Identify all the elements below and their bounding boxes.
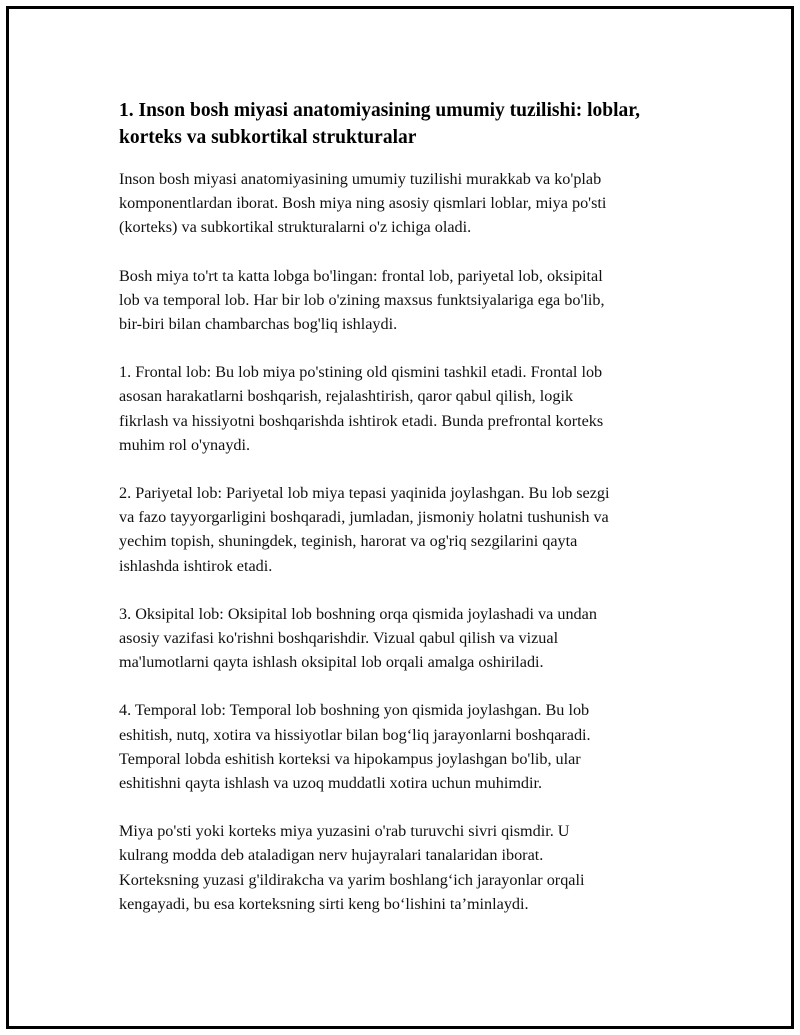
paragraph-parietal-lobe: [119, 481, 689, 578]
page-border: [6, 6, 794, 1029]
text-line: kengayadi, bu esa korteksning sirti keng bo‘lishini ta’minlaydi.: [119, 894, 529, 913]
text-line: va fazo tayyorgarligini boshqaradi, jumladan, jismoniy holatni tushunish va: [119, 508, 609, 527]
text-line: 1. Frontal lob: Bu lob miya po'stining old qismini tashkil etadi. Frontal lob: [119, 363, 603, 382]
text-line: 4. Temporal lob: Temporal lob boshning yon qismida joylashgan. Bu lob: [119, 701, 590, 720]
paragraph-intro: [119, 167, 689, 240]
text-line: Bosh miya to'rt ta katta lobga bo'lingan: frontal lob, pariyetal lob, oksipital: [119, 266, 603, 285]
text-line: (korteks) va subkortikal strukturalarni o'z ichiga oladi.: [119, 218, 472, 237]
title-line: korteks va subkortikal strukturalar: [119, 127, 417, 148]
document-body: [119, 97, 689, 940]
text-line: lob va temporal lob. Har bir lob o'zining maxsus funktsiyalariga ega bo'lib,: [119, 290, 605, 309]
text-line: 2. Pariyetal lob: Pariyetal lob miya tepasi yaqinida joylashgan. Bu lob sezgi: [119, 484, 610, 503]
paragraph-frontal-lobe: [119, 360, 689, 457]
paragraph-occipital-lobe: [119, 602, 689, 675]
paragraph-temporal-lobe: [119, 698, 689, 795]
paragraph-cortex: [119, 819, 689, 916]
text-line: komponentlardan iborat. Bosh miya ning asosiy qismlari loblar, miya po'sti: [119, 194, 607, 213]
text-line: muhim rol o'ynaydi.: [119, 435, 251, 454]
text-line: eshitishni qayta ishlash va uzoq muddatli xotira uchun muhimdir.: [119, 774, 543, 793]
text-line: ma'lumotlarni qayta ishlash oksipital lob orqali amalga oshiriladi.: [119, 653, 544, 672]
text-line: kulrang modda deb ataladigan nerv hujayralari tanalaridan iborat.: [119, 846, 544, 865]
text-line: Miya po'sti yoki korteks miya yuzasini o'rab turuvchi sivri qismdir. U: [119, 822, 570, 841]
text-line: bir-biri bilan chambarchas bog'liq ishlaydi.: [119, 315, 398, 334]
text-line: asosiy vazifasi ko'rishni boshqarishdir. Vizual qabul qilish va vizual: [119, 629, 559, 648]
text-line: Temporal lobda eshitish korteksi va hipokampus joylashgan bo'lib, ular: [119, 749, 581, 768]
text-line: fikrlash va hissiyotni boshqarishda ishtirok etadi. Bunda prefrontal korteks: [119, 411, 604, 430]
text-line: Korteksning yuzasi g'ildirakcha va yarim boshlang‘ich jarayonlar orqali: [119, 870, 585, 889]
text-line: yechim topish, shuningdek, teginish, harorat va og'riq sezgilarini qayta: [119, 532, 578, 551]
text-line: eshitish, nutq, xotira va hissiyotlar bilan bog‘liq jarayonlarni boshqaradi.: [119, 725, 591, 744]
text-line: ishlashda ishtirok etadi.: [119, 556, 273, 575]
title-line: 1. Inson bosh miyasi anatomiyasining umumiy tuzilishi: loblar,: [119, 100, 641, 121]
paragraph-lobes-overview: [119, 264, 689, 337]
text-line: Inson bosh miyasi anatomiyasining umumiy tuzilishi murakkab va ko'plab: [119, 170, 602, 188]
text-line: 3. Oksipital lob: Oksipital lob boshning orqa qismida joylashadi va undan: [119, 604, 597, 623]
text-line: asosan harakatlarni boshqarish, rejalashtirish, qaror qabul qilish, logik: [119, 387, 574, 406]
document-title: [119, 97, 689, 151]
